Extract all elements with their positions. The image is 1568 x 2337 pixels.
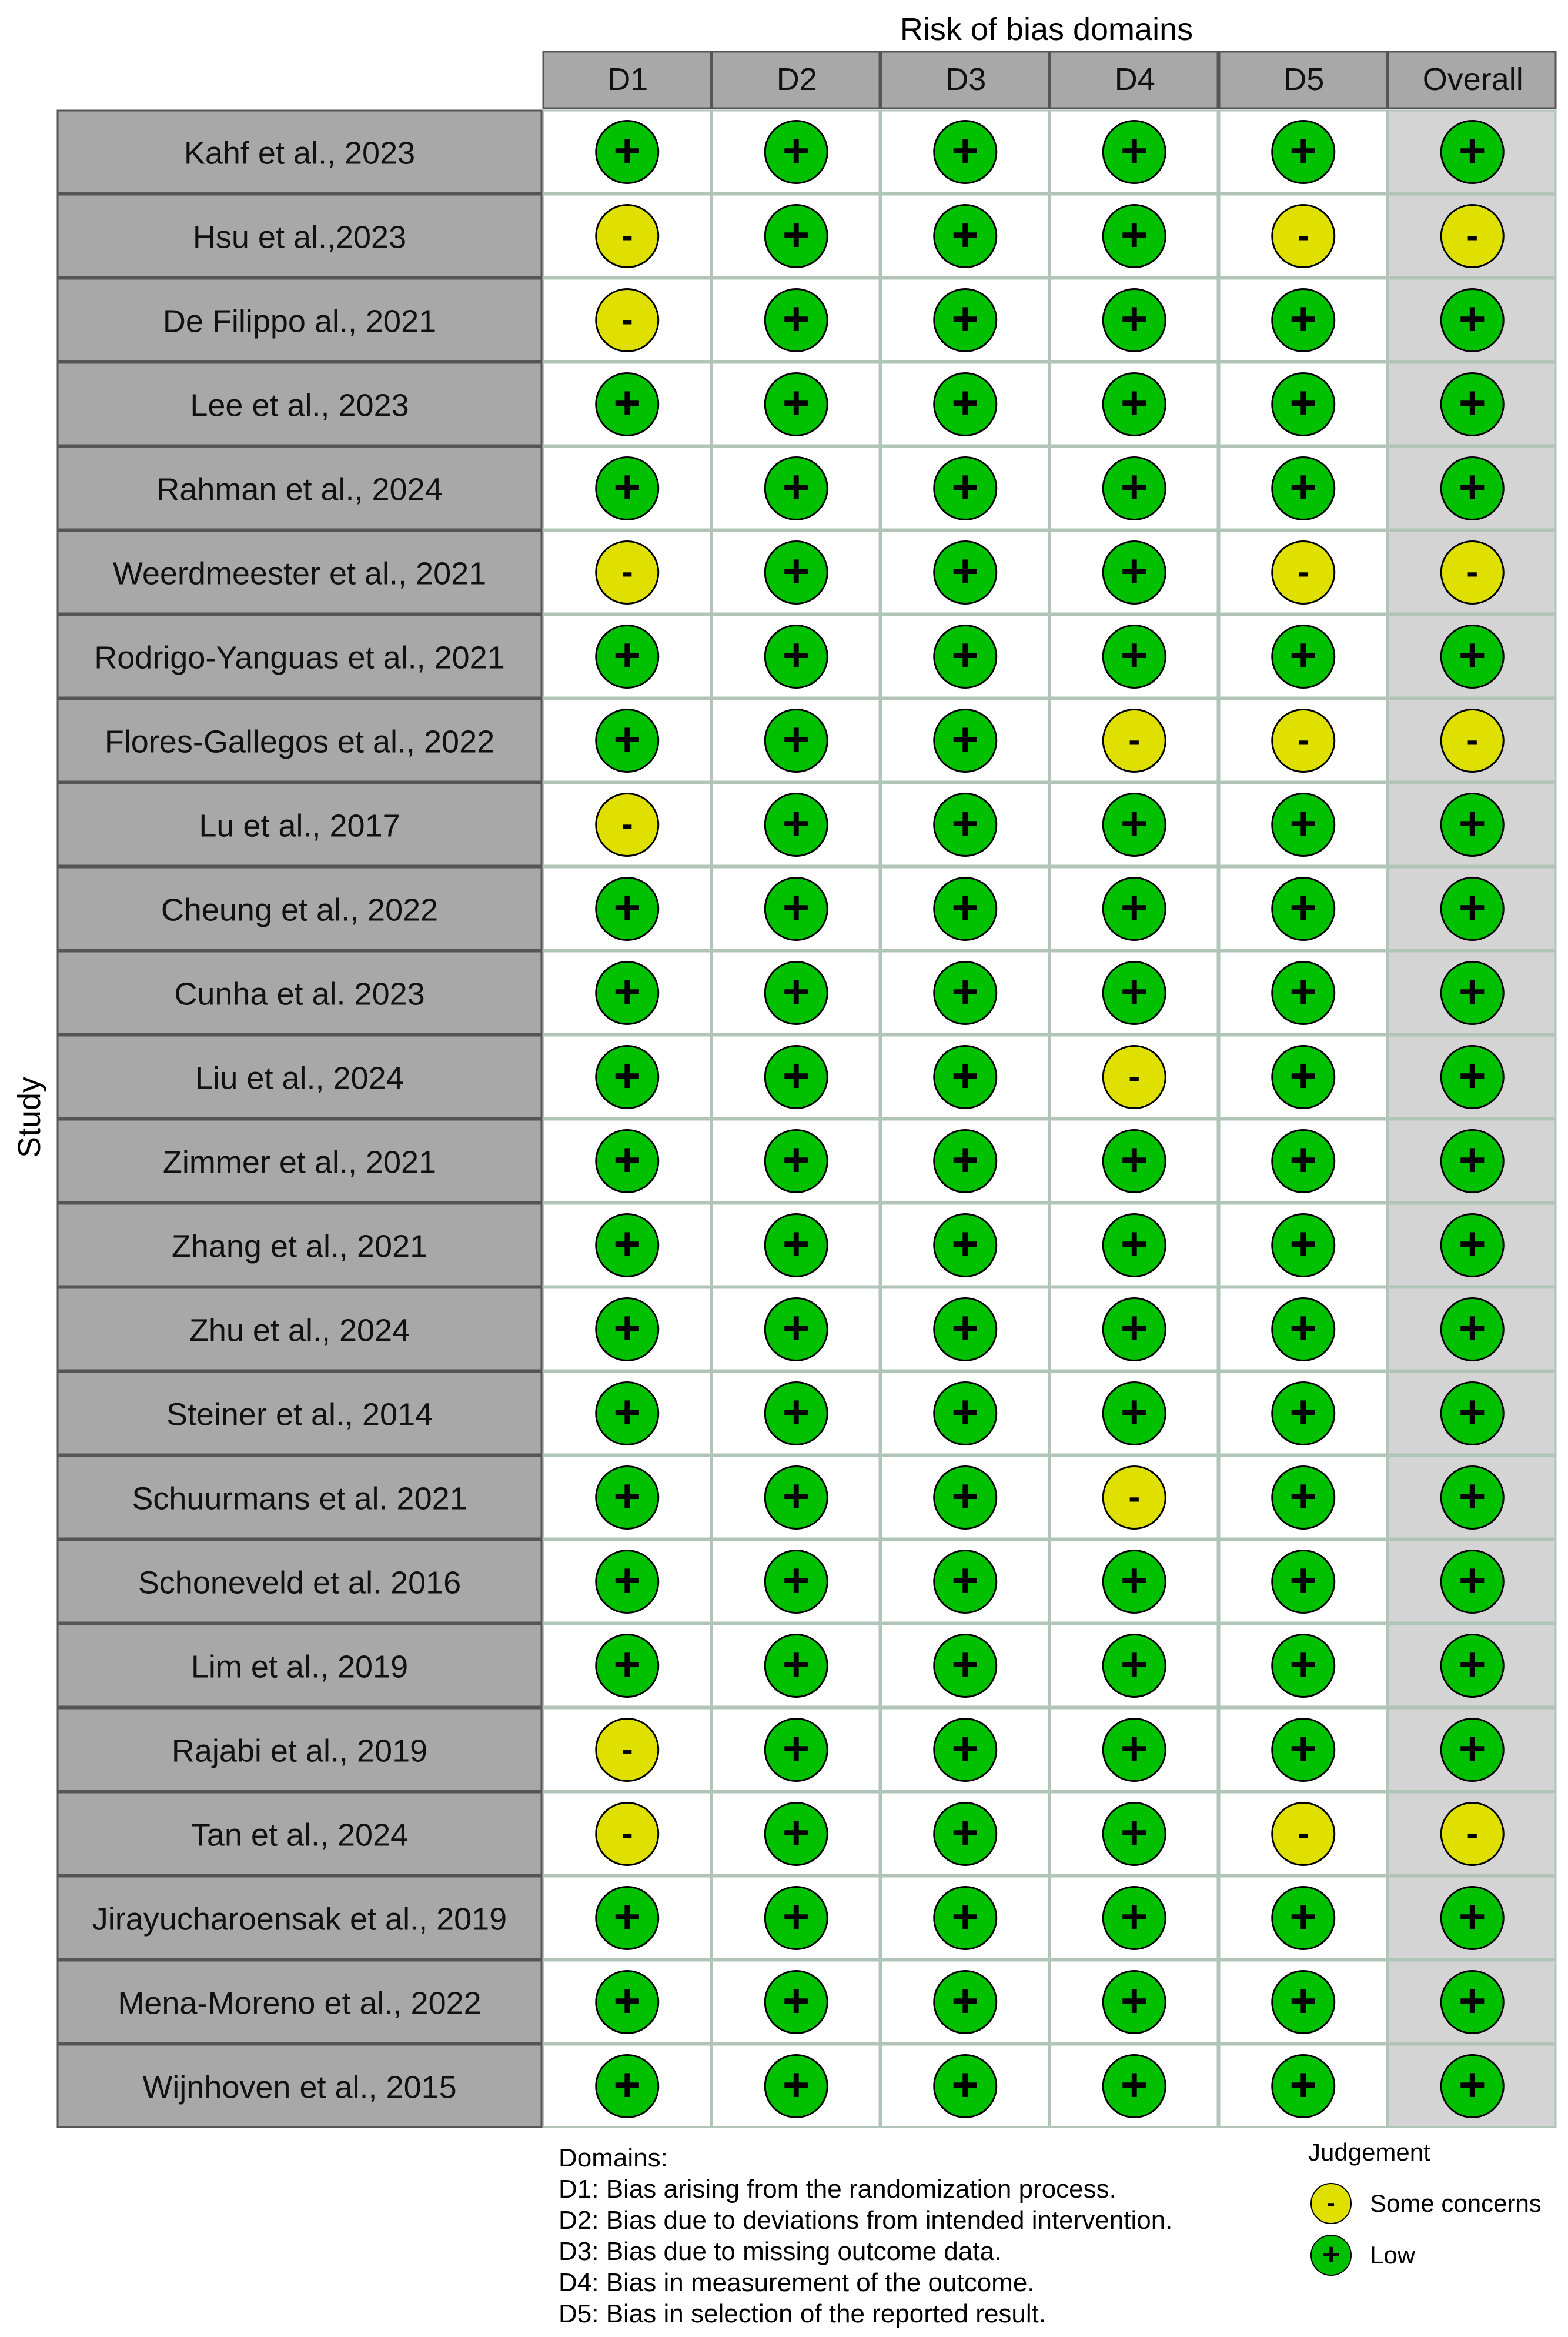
judgement-symbol: + [782,208,810,261]
domain-note-line: D1: Bias arising from the randomization process. [559,2175,1116,2204]
judgement-symbol: + [782,965,810,1018]
domain-header-label: D5 [1283,62,1325,97]
judgement-symbol: + [951,292,979,345]
domain-notes [559,2144,1172,2328]
legend [1308,2138,1542,2275]
domain-note-line: D5: Bias in selection of the reported result. [559,2299,1047,2328]
judgement-symbol: + [782,1890,810,1943]
judgement-symbol: + [613,1385,641,1438]
study-label-schuurmans-et-al-2021: Schuurmans et al. 2021 [132,1481,467,1517]
judgement-symbol: + [782,1049,810,1102]
study-label-wijnhoven-et-al-2015: Wijnhoven et al., 2015 [142,2069,457,2105]
judgement-symbol: + [613,713,641,766]
judgement-symbol: + [1120,1890,1148,1943]
judgement-symbol: + [782,1974,810,2027]
judgement-symbol: + [1289,881,1318,934]
study-label-kahf-et-al-2023: Kahf et al., 2023 [183,135,416,171]
judgement-symbol: + [951,1722,979,1775]
judgement-symbol: + [613,2058,641,2111]
study-label-zimmer-et-al-2021: Zimmer et al., 2021 [162,1144,437,1180]
judgement-symbol: + [1120,545,1148,597]
judgement-symbol: + [1120,376,1148,429]
judgement-symbol: + [1120,1217,1148,1270]
legend-symbol: + [1322,2238,1340,2272]
judgement-symbol: + [782,376,810,429]
judgement-symbol: + [1120,460,1148,513]
judgement-symbol: + [782,545,810,597]
judgement-symbol: + [951,545,979,597]
judgement-symbol: + [1289,1385,1318,1438]
judgement-symbol: + [782,629,810,682]
judgement-symbol: + [1120,1301,1148,1354]
judgement-symbol: + [1458,1049,1486,1102]
judgement-symbol: + [613,1049,641,1102]
judgement-symbol: + [951,1385,979,1438]
judgement-symbol: + [1289,1217,1318,1270]
judgement-symbol: + [951,1974,979,2027]
judgement-symbol: + [613,629,641,682]
study-label-steiner-et-al-2014: Steiner et al., 2014 [166,1397,433,1433]
judgement-symbol: + [1458,1133,1486,1186]
judgement-symbol: + [782,881,810,934]
judgement-symbol: + [1458,376,1486,429]
domain-header-label: D4 [1114,62,1155,97]
study-label-lee-et-al-2023: Lee et al., 2023 [190,388,409,423]
judgement-symbol: + [951,713,979,766]
judgement-symbol: + [1458,124,1486,177]
judgement-symbol: + [1289,1049,1318,1102]
study-label-lim-et-al-2019: Lim et al., 2019 [190,1649,409,1685]
judgement-symbol: + [951,881,979,934]
judgement-symbol: + [1120,1806,1148,1859]
judgement-symbol: + [613,1133,641,1186]
table-layer [58,52,1556,2127]
judgement-symbol: + [782,460,810,513]
judgement-symbol: + [782,1301,810,1354]
judgement-symbol: + [1120,881,1148,934]
domain-header-label: D3 [945,62,987,97]
legend-symbol: - [1327,2190,1335,2216]
judgement-symbol: + [782,1217,810,1270]
judgement-symbol: + [613,376,641,429]
study-label-zhu-et-al-2024: Zhu et al., 2024 [189,1313,410,1348]
study-label-rodrigo-yanguas-et-al-2021: Rodrigo-Yanguas et al., 2021 [94,640,505,676]
judgement-symbol: + [951,1049,979,1102]
domain-header-label: Overall [1422,62,1523,97]
judgement-symbol: + [951,1890,979,1943]
judgement-symbol: + [951,1217,979,1270]
judgement-symbol: + [1289,1722,1318,1775]
judgement-symbol: + [1289,376,1318,429]
judgement-symbol: + [951,1806,979,1859]
judgement-symbol: - [1466,215,1479,255]
judgement-symbol: + [782,1385,810,1438]
legend-label-low: Low [1370,2241,1416,2269]
judgement-symbol: + [613,1217,641,1270]
judgement-symbol: + [1120,1554,1148,1607]
judgement-symbol: + [951,1133,979,1186]
domain-header-label: D2 [776,62,817,97]
judgement-symbol: + [613,881,641,934]
judgement-symbol: + [1120,124,1148,177]
judgement-symbol: + [782,1554,810,1607]
judgement-symbol: - [621,215,633,255]
study-label-rajabi-et-al-2019: Rajabi et al., 2019 [171,1733,428,1769]
judgement-symbol: + [951,1554,979,1607]
study-label-tan-et-al-2024: Tan et al., 2024 [190,1817,409,1853]
judgement-symbol: + [1289,1554,1318,1607]
judgement-symbol: + [1120,1385,1148,1438]
judgement-symbol: + [782,292,810,345]
judgement-symbol: + [782,1133,810,1186]
judgement-symbol: + [1458,965,1486,1018]
judgement-symbol: + [1289,1133,1318,1186]
study-label-jirayucharoensak-et-al-2019: Jirayucharoensak et al., 2019 [92,1901,507,1937]
judgement-symbol: + [1120,1974,1148,2027]
judgement-symbol: + [951,1470,979,1523]
judgement-symbol: - [1297,215,1309,255]
judgement-symbol: + [1120,1133,1148,1186]
judgement-symbol: + [782,2058,810,2111]
chart-title: Risk of bias domains [900,12,1193,47]
judgement-symbol: + [613,1974,641,2027]
legend-label-some-concerns: Some concerns [1370,2189,1542,2217]
judgement-symbol: - [1128,1056,1141,1096]
judgement-symbol: - [621,804,633,844]
judgement-symbol: + [951,2058,979,2111]
judgement-symbol: - [621,299,633,339]
judgement-symbol: + [1458,2058,1486,2111]
domain-note-line: D2: Bias due to deviations from intended intervention. [559,2206,1173,2235]
judgement-symbol: + [1289,460,1318,513]
judgement-symbol: + [782,713,810,766]
study-label-schoneveld-et-al-2016: Schoneveld et al. 2016 [138,1565,462,1601]
judgement-symbol: - [621,552,633,592]
judgement-symbol: + [1289,1638,1318,1691]
y-axis-label: Study [12,1076,47,1159]
judgement-symbol: + [1289,1470,1318,1523]
judgement-symbol: - [1297,1813,1309,1853]
judgement-symbol: + [951,460,979,513]
judgement-symbol: + [613,1301,641,1354]
judgement-symbol: + [782,797,810,850]
domain-note-line: D3: Bias due to missing outcome data. [559,2237,1002,2266]
study-label-mena-moreno-et-al-2022: Mena-Moreno et al., 2022 [118,1985,482,2021]
study-label-flores-gallegos-et-al-2022: Flores-Gallegos et al., 2022 [104,724,495,760]
legend-title: Judgement [1308,2138,1430,2166]
judgement-symbol: + [1458,1974,1486,2027]
judgement-symbol: + [951,965,979,1018]
judgement-symbol: + [613,460,641,513]
study-label-hsu-et-al-2023: Hsu et al.,2023 [192,219,407,255]
judgement-symbol: + [1289,292,1318,345]
judgement-symbol: + [782,1470,810,1523]
domain-notes-heading: Domains: [559,2144,668,2172]
study-label-de-filippo-al-2021: De Filippo al., 2021 [162,303,437,339]
study-label-lu-et-al-2017: Lu et al., 2017 [199,808,400,844]
judgement-symbol: - [1128,1477,1141,1517]
judgement-symbol: + [1289,124,1318,177]
judgement-symbol: + [613,1470,641,1523]
judgement-symbol: + [1289,1890,1318,1943]
judgement-symbol: - [1466,720,1479,760]
judgement-symbol: + [613,1890,641,1943]
judgement-symbol: + [1120,1638,1148,1691]
judgement-symbol: - [1297,720,1309,760]
judgement-symbol: - [1128,720,1141,760]
judgement-symbol: + [1458,1385,1486,1438]
study-label-liu-et-al-2024: Liu et al., 2024 [195,1060,404,1096]
judgement-symbol: + [1120,292,1148,345]
judgement-symbol: + [1458,629,1486,682]
judgement-symbol: - [621,1813,633,1853]
judgement-symbol: + [1289,1301,1318,1354]
judgement-symbol: + [1289,797,1318,850]
judgement-symbol: + [1289,2058,1318,2111]
judgement-symbol: + [613,1638,641,1691]
judgement-symbol: + [951,1638,979,1691]
judgement-symbol: + [951,208,979,261]
study-label-cheung-et-al-2022: Cheung et al., 2022 [161,892,439,928]
judgement-symbol: - [1297,552,1309,592]
judgement-symbol: + [1458,1301,1486,1354]
judgement-symbol: + [613,124,641,177]
study-label-rahman-et-al-2024: Rahman et al., 2024 [156,472,443,508]
judgement-symbol: + [1458,1638,1486,1691]
judgement-symbol: + [613,965,641,1018]
judgement-symbol: + [1458,797,1486,850]
judgement-symbol: + [1120,965,1148,1018]
judgement-symbol: + [1120,797,1148,850]
study-label-zhang-et-al-2021: Zhang et al., 2021 [171,1228,428,1264]
judgement-symbol: + [1458,1470,1486,1523]
judgement-symbol: + [1458,1890,1486,1943]
judgement-symbol: + [1289,965,1318,1018]
judgement-symbol: + [951,629,979,682]
domain-header-label: D1 [607,62,648,97]
judgement-symbol: - [621,1729,633,1769]
judgement-symbol: + [1120,1722,1148,1775]
study-label-cunha-et-al-2023: Cunha et al. 2023 [174,976,425,1012]
judgement-symbol: + [1458,460,1486,513]
judgement-symbol: + [782,124,810,177]
judgement-symbol: + [782,1806,810,1859]
judgement-symbol: + [951,376,979,429]
judgement-symbol: + [1120,2058,1148,2111]
judgement-symbol: + [1458,292,1486,345]
judgement-symbol: + [951,1301,979,1354]
judgement-symbol: + [1458,1217,1486,1270]
judgement-symbol: + [1458,1554,1486,1607]
judgement-symbol: + [1289,629,1318,682]
judgement-symbol: + [1458,881,1486,934]
judgement-symbol: + [613,1554,641,1607]
judgement-symbol: + [951,124,979,177]
study-label-weerdmeester-et-al-2021: Weerdmeester et al., 2021 [112,556,487,592]
judgement-symbol: + [782,1638,810,1691]
judgement-symbol: + [1120,208,1148,261]
judgement-symbol: + [1458,1722,1486,1775]
judgement-symbol: + [1120,629,1148,682]
judgement-symbol: + [782,1722,810,1775]
judgement-symbol: - [1466,1813,1479,1853]
judgement-symbol: + [951,797,979,850]
judgement-symbol: + [1289,1974,1318,2027]
judgement-symbol: - [1466,552,1479,592]
domain-note-line: D4: Bias in measurement of the outcome. [559,2268,1035,2297]
